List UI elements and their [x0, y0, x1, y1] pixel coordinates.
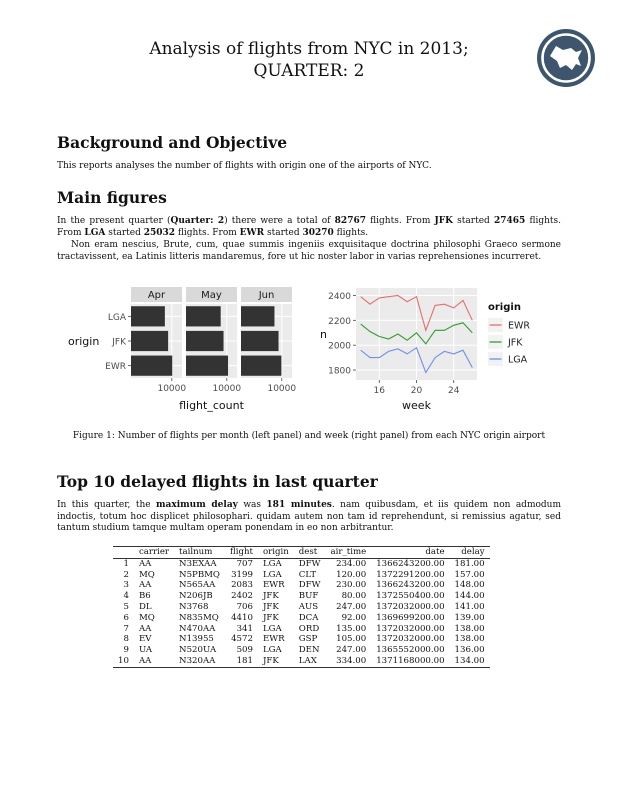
column-header: air_time [330, 547, 367, 557]
y-tick-label: EWR [105, 362, 126, 373]
bar [131, 331, 168, 351]
table-cell: 181.00 [454, 558, 485, 569]
bar [186, 356, 228, 376]
main-figures-summary [57, 216, 561, 239]
y-tick-label: 1800 [328, 366, 351, 377]
table-cell: 1 [123, 558, 129, 569]
table-cell: UA [138, 645, 153, 656]
table-cell: 141.00 [454, 601, 485, 612]
top-delays-text [57, 500, 561, 535]
summary-text: started [105, 227, 144, 238]
y-tick-label: 2400 [328, 291, 351, 302]
table-row [113, 558, 490, 569]
table-cell: GSP [298, 634, 318, 645]
top-delays-heading: Top 10 delayed flights in last quarter [57, 472, 378, 491]
table-cell: AA [138, 655, 152, 666]
table-cell: 1369699200.00 [376, 612, 445, 623]
table-cell: LAX [298, 655, 317, 666]
table-cell: 4 [123, 591, 129, 602]
table-cell: 341 [236, 623, 253, 634]
table-cell: 9 [123, 645, 129, 656]
table-cell: N320AA [179, 655, 216, 666]
table-cell: 148.00 [454, 580, 485, 591]
main-figures-paragraph: Non eram nescius, Brute, cum, quae summis ingeniis exquisitaque doctrina philosophi Graeco sermone tractavissent, ea Latinis litteris mandaremus, fore ut hic noster labor in varias reprehensiones incurreret. [57, 240, 561, 262]
column-header: date [425, 547, 445, 557]
table-cell: B6 [138, 591, 151, 602]
table-cell: 10 [118, 655, 129, 666]
table-cell: 247.00 [336, 645, 367, 656]
legend-label: JFK [508, 337, 523, 349]
table-cell: 3 [123, 580, 129, 591]
bird-icon [536, 28, 596, 88]
table-row [113, 624, 490, 635]
background-text: This reports analyses the number of flights with origin one of the airports of NYC. [57, 161, 432, 171]
max-delay-label: maximum delay [155, 500, 238, 510]
report-title: Analysis of flights from NYC in 2013; [149, 39, 469, 59]
table-row [113, 580, 490, 591]
table-cell: 138.00 [454, 623, 485, 634]
table-cell: DEN [298, 645, 320, 656]
facet-label: May [201, 290, 222, 301]
table-cell: 1372032000.00 [376, 634, 445, 645]
table-cell: 157.00 [454, 569, 485, 580]
table-cell: 4572 [231, 634, 253, 645]
table-cell: 135.00 [336, 623, 367, 634]
table-row [113, 634, 490, 645]
table-row [113, 570, 490, 581]
table-cell: 1372550400.00 [376, 591, 445, 602]
bar [241, 331, 279, 351]
table-cell: N3EXAA [179, 558, 217, 569]
column-header: delay [461, 547, 485, 557]
report-quarter-title: QUARTER: 2 [253, 61, 365, 81]
table-cell: 181 [236, 655, 253, 666]
delay-text: was [237, 500, 267, 510]
delay-text: . nam quibusdam, et iis quidem non admodum indoctis, totum hoc displicet philosophari. quidam autem non tam id reprehendunt, si remissius agatur, sed tantum studium tamque multam operam ponendam in eo non arbitrantur. [57, 500, 561, 534]
table-cell: JFK [262, 601, 279, 612]
column-header: dest [298, 547, 318, 557]
table-row [113, 656, 490, 667]
table-cell: N13955 [179, 634, 214, 645]
table-cell: 139.00 [454, 612, 485, 623]
table-cell: N565AA [179, 580, 216, 591]
table-cell: CLT [298, 569, 317, 580]
x-axis-title: week [402, 399, 431, 412]
table-cell: AA [138, 580, 152, 591]
table-cell: 1372291200.00 [376, 569, 445, 580]
summary-text: flights. From [365, 216, 435, 226]
x-tick-label: 10000 [157, 384, 187, 394]
table-cell: 120.00 [336, 569, 367, 580]
table-cell: 1365552000.00 [376, 645, 445, 656]
lga-count: 25032 [143, 227, 176, 238]
table-cell: 707 [236, 558, 253, 569]
table-cell: 144.00 [454, 591, 485, 602]
legend-label: LGA [508, 354, 528, 366]
table-cell: 234.00 [336, 558, 367, 569]
table-cell: N520UA [179, 645, 217, 656]
table-row [113, 591, 490, 602]
bar [241, 306, 274, 326]
summary-text: flights. From [175, 227, 240, 238]
table-cell: 230.00 [336, 580, 367, 591]
table-cell: EV [138, 634, 152, 645]
table-row [113, 602, 490, 613]
table-cell: JFK [262, 612, 279, 623]
x-tick-label: 24 [448, 386, 460, 396]
column-header: tailnum [179, 547, 213, 557]
summary-text: started [453, 216, 494, 226]
table-cell: N206JB [179, 591, 213, 602]
facet-label: Jun [258, 290, 275, 301]
legend-label: EWR [508, 320, 530, 332]
table-cell: 92.00 [341, 612, 367, 623]
summary-text: ) there were a total of [224, 216, 335, 226]
y-tick-label: 2200 [328, 316, 351, 327]
table-cell: 1372032000.00 [376, 601, 445, 612]
main-figures-heading: Main figures [57, 188, 167, 207]
jfk-count: 27465 [493, 216, 526, 226]
ewr-count: 30270 [302, 227, 334, 238]
table-cell: LGA [262, 623, 282, 634]
table-cell: DFW [298, 580, 321, 591]
table-cell: 138.00 [454, 634, 485, 645]
table-cell: 509 [236, 645, 253, 656]
monthly-bar-chart [62, 284, 302, 414]
table-cell: 134.00 [454, 655, 485, 666]
table-cell: 334.00 [336, 655, 367, 666]
table-cell: N835MQ [179, 612, 219, 623]
table-row [113, 645, 490, 656]
background-heading: Background and Objective [57, 133, 288, 152]
table-cell: 3199 [231, 569, 253, 580]
bar [186, 306, 221, 326]
table-cell: 706 [236, 601, 253, 612]
column-header: origin [262, 547, 289, 557]
table-cell: 105.00 [336, 634, 367, 645]
y-axis-title: origin [68, 335, 100, 348]
table-cell: MQ [138, 612, 155, 623]
y-axis-title: n [320, 328, 327, 341]
table-cell: MQ [138, 569, 155, 580]
table-cell: 80.00 [341, 591, 367, 602]
table-cell: N5PBMQ [179, 569, 220, 580]
table-cell: 1366243200.00 [376, 580, 445, 591]
table-cell: DCA [298, 612, 319, 623]
table-cell: N470AA [179, 623, 216, 634]
table-cell: LGA [262, 569, 282, 580]
y-tick-label: LGA [107, 312, 126, 323]
max-delay-value: 181 minutes [266, 500, 332, 510]
bar [241, 356, 281, 376]
delays-table [113, 546, 490, 668]
table-row [113, 613, 490, 624]
x-tick-label: 20 [410, 386, 423, 396]
table-cell: 247.00 [336, 601, 367, 612]
table-cell: 5 [123, 601, 129, 612]
table-cell: ORD [298, 623, 320, 634]
table-cell: 7 [123, 623, 129, 634]
y-tick-label: JFK [112, 337, 126, 348]
table-cell: N3768 [179, 601, 209, 612]
column-header [113, 547, 134, 559]
table-cell: 136.00 [454, 645, 485, 656]
bar [131, 306, 165, 326]
total-flights: 82767 [334, 216, 366, 226]
table-cell: AA [138, 558, 152, 569]
figure-caption: Figure 1: Number of flights per month (left panel) and week (right panel) from each NYC origin airport [72, 431, 546, 441]
column-header: carrier [138, 547, 170, 557]
airport-ewr: EWR [239, 227, 265, 238]
column-header: flight [229, 547, 253, 557]
x-tick-label: 10000 [212, 384, 242, 394]
table-cell: 4410 [231, 612, 253, 623]
delay-text: In this quarter, the [57, 500, 156, 510]
table-cell: JFK [262, 655, 279, 666]
x-axis-title: flight_count [179, 399, 244, 412]
table-cell: LGA [262, 645, 282, 656]
table-header-row [113, 547, 490, 559]
table-cell: 1371168000.00 [376, 655, 445, 666]
summary-text: flights. [333, 227, 369, 238]
table-cell: 6 [123, 612, 129, 623]
table-cell: DL [138, 601, 152, 612]
facet-label: Apr [147, 290, 166, 301]
x-tick-label: 16 [373, 386, 385, 396]
bar [131, 356, 172, 376]
table-cell: 2083 [231, 580, 253, 591]
table-cell: 1366243200.00 [376, 558, 445, 569]
airport-lga: LGA [84, 227, 106, 238]
table-cell: DFW [298, 558, 321, 569]
table-cell: LGA [262, 558, 282, 569]
summary-text: flights. From [57, 216, 561, 238]
table-cell: AUS [298, 601, 319, 612]
table-cell: AA [138, 623, 152, 634]
airport-jfk: JFK [434, 216, 454, 226]
table-cell: BUF [298, 591, 319, 602]
y-tick-label: 2000 [328, 341, 351, 352]
table-cell: 1372032000.00 [376, 623, 445, 634]
x-tick-label: 10000 [267, 384, 297, 394]
weekly-line-chart [314, 284, 554, 414]
table-cell: 2402 [231, 591, 253, 602]
table-cell: JFK [262, 591, 279, 602]
table-cell: EWR [262, 634, 285, 645]
table-cell: 8 [123, 634, 129, 645]
summary-text: In the present quarter ( [57, 216, 171, 226]
summary-text: started [264, 227, 303, 238]
quarter-label: Quarter: 2 [170, 216, 225, 226]
table-cell: EWR [262, 580, 285, 591]
bar [186, 331, 224, 351]
legend-title: origin [488, 302, 521, 313]
table-cell: 2 [123, 569, 129, 580]
